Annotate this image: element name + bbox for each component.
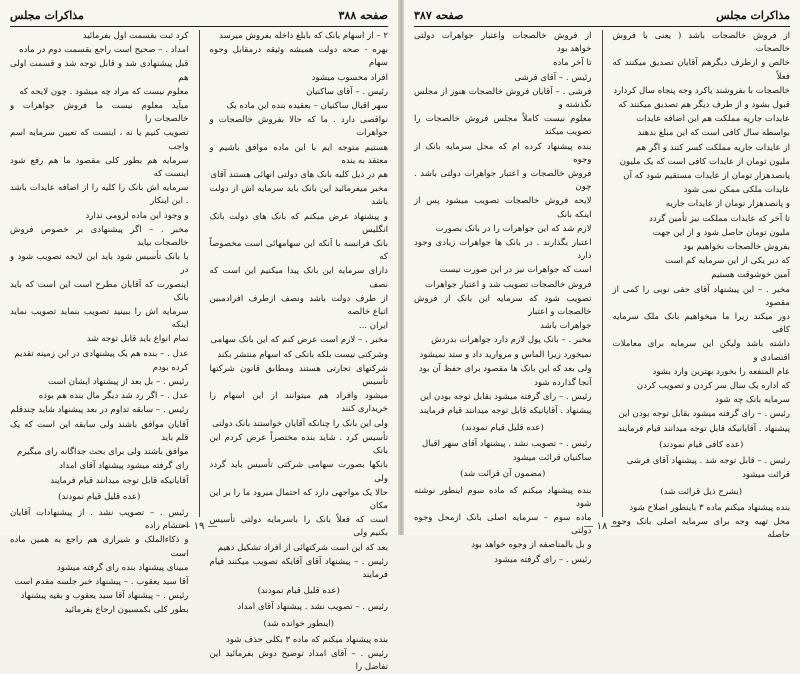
text-line: شرکتهای تجارتی هستند ومطابق قانون شرکتها تأسیس: [209, 363, 388, 388]
text-line: بنده پیشنهاد کرده ام که محل سرمایه بانک از وجوه: [414, 141, 592, 165]
text-line: پیشنهاد . آقایانیکه قابل توجه میدانند قیام فرمایند: [617, 423, 790, 434]
text-line: مبینای پیشنهاد بنده رای گرفته میشود: [56, 562, 189, 573]
text-line: ماده سوم – سرمایه اصلی بانک ازمحل وجوه دولتی: [414, 512, 592, 537]
text-line: خالص و ازطرف دیگرهم آقایان تصدیق میکنند که فعلاً: [612, 58, 790, 82]
left-column: [10, 30, 189, 616]
text-line: رئیس . – قابل توجه شد . پیشنهاد آقای فرشی: [626, 456, 790, 467]
text-line: و ذکاءالملک و شیرازی هم راجع به همین ماده است: [10, 535, 189, 559]
text-line: تا آخر که عایدات مملکت نیز تأمین گردد: [649, 213, 790, 224]
text-line: رای گرفته میشود پیشنهاد آقای امداد: [59, 461, 189, 472]
text-line: محل تهیه وجه برای سرمایه اصلی بانک وجوه حاصله: [612, 516, 790, 541]
text-line: رئیس . – پیشنهاد آقا سید یعقوب و بقیه پیشنهاد: [20, 591, 189, 602]
text-line: بنده پیشنهاد میکنم که ماده ۳ بکلی حذف شود: [226, 634, 388, 645]
text-line: آقایان موافق باشند ولی سابقه این است که یک قلم باید: [10, 419, 189, 443]
text-line: قرائت میشود: [742, 470, 790, 481]
text-line: تا آخر ماده: [553, 58, 592, 69]
text-line: رئیس . – آقای امداد توضیح دوش بفرمائید این تفاضل را: [209, 648, 388, 673]
text-line: رئیس . – رای گرفته میشود بقابل توجه بودن این: [618, 409, 790, 420]
journal-title: مذاکرات مجلس: [10, 8, 84, 22]
text-line: رئیس . – تصویب نشد . از پیشنهادات آقایان احتشام زاده: [10, 507, 189, 532]
text-line: ولی بعد که این بانک ها مقصود برای حفظ آن بود: [418, 363, 592, 374]
left-column: [414, 30, 592, 565]
text-line: معلوم نیست کاملاً مجلس فروش خالصجات را تصویب میکند: [414, 114, 592, 138]
text-line: رئیس . – رای گرفته میشود: [494, 554, 592, 565]
left-page: [0, 0, 398, 673]
text-line: رئیس . – تصویب نشد . پیشنهاد آقای سهر اقبال: [422, 438, 592, 449]
text-line: رئیس . – آقای فرشی: [514, 72, 592, 83]
text-line: بانک فرانسه با آنکه این سهامهائی است مخصوصاً که: [209, 239, 388, 263]
right-page: [404, 0, 800, 565]
text-line: بواسطه سال کافی است که این مبلغ بدهند: [637, 128, 790, 139]
text-line: رئیس . – سابقه تداوم در بعد پیشنهاد شاید چندقلم: [10, 405, 189, 416]
text-line: (عده کافی قیام نمودند): [659, 439, 744, 450]
right-column: [209, 30, 389, 673]
text-line: آمین خوشوقت هستیم: [711, 270, 790, 281]
text-line: (مضمون آن قرائت شد): [460, 469, 546, 480]
text-line: آنجا گذارده شود: [534, 378, 592, 389]
journal-title: مذاکرات مجلس: [716, 8, 790, 22]
text-line: تمام انواع باید قابل توجه شد: [86, 334, 189, 345]
header-rule: [414, 26, 790, 27]
page-number: صفحه ۳۸۷: [414, 8, 464, 22]
text-line: وشرکتی نیست بلکه بانکی که اسهام منتشر بکند: [217, 349, 388, 360]
text-line: بنده پیشنهاد میکنم ماده ۳ باینطور اصلاح شود: [629, 502, 790, 513]
text-line: (عده قلیل قیام نمودند): [461, 422, 544, 433]
page-header: [10, 6, 388, 24]
text-line: بفروش خالصجات نخواهیم بود: [683, 242, 790, 253]
text-line: مخبر . – بانک پول لازم دارد جواهرات بدردش: [431, 335, 592, 346]
text-line: نواقصی دارد . ما که حالا بفروش خالصجات و جواهرات: [209, 115, 388, 139]
text-line: سرمایه اش بانک را کلیه را از اضافه عایدات باشد . این اینکار: [10, 183, 189, 207]
text-line: عایدات ملکی ممکن نمی شود: [683, 185, 790, 196]
text-line: داشته باشد ولیکن این سرمایه برای معاملات اقتصادی و: [612, 339, 790, 363]
text-line: میشود وافراد هم میتوانند از این اسهام را خریداری کنند: [209, 391, 388, 415]
text-line: عام المنفعه را بخورد بهترین وارد بشود: [652, 366, 790, 377]
text-line: جواهرات باشد: [540, 321, 592, 332]
text-line: عایدات جاریه مملکت هم این اضافه عایدات: [636, 114, 790, 125]
text-line: رئیس . – تصویب نشد . پیشنهاد آقای امداد: [237, 602, 388, 613]
text-line: نمیخورد زیرا الماس و مروارید داد و ستد نمیشود: [419, 349, 592, 360]
text-line: مخبر . – لازم است عرض کنم که این بانک سهامی: [210, 335, 388, 346]
text-line: ولی این بانک را چنانکه آقایان خواستند بانک دولتی: [212, 418, 388, 429]
text-line: قبول بشود و از طرف دیگر هم تصدیق میکنند که: [618, 100, 790, 111]
text-line: آقا سید یعقوب . – پیشنهاد خبر جلسه مقدم است: [14, 576, 189, 587]
text-line: سهر اقبال ساکنیان – بعقیده بنده این ماده یک: [226, 101, 388, 112]
text-line: ایران ...: [358, 321, 388, 332]
text-line: (اینطور خوانده شد): [263, 618, 334, 629]
text-line: و وجود این ماده لزومی ندارد: [85, 210, 189, 221]
text-line: تأسیس کرد . شاید بنده مختصراً عرض کردم این بانک: [209, 432, 388, 457]
text-line: خالصجات با بفروشند یاکرد وجه پنجاه سال کردارد: [613, 85, 790, 96]
text-line: امداد . – صحیح است راجع بقسمت دوم در ماده: [19, 45, 189, 56]
text-line: قبل پیشنهادی شد و قابل توجه شد و قسمت اولی هم: [10, 59, 189, 83]
text-line: لازم شد که این جواهرات را در بانک بصورت: [435, 223, 592, 234]
text-line: و پیشنهاد عرض میکنم که بانک های دولت بانک انگلیس: [209, 211, 388, 235]
text-line: بانکها بصورت سهامی شرکتی تأسیس باید گردد ولی: [209, 460, 388, 484]
text-line: که دیر یکی از این سرمایه کم است: [665, 256, 790, 267]
text-line: بعد که این است شرکتهائی از افراد تشکیل دهیم: [217, 542, 388, 553]
text-line: تصویب شود که سرمایه این بانک از فروش خالصجات و اعتبار: [414, 293, 592, 318]
text-line: عدل . – بنده هم یک پیشنهادی در این زمینه تقدیم: [14, 348, 189, 359]
text-line: مخبر میفرمائید این بانک باید سرمایه اش از دولت باشد: [209, 184, 388, 208]
text-line: (عده قلیل قیام نمودند): [58, 491, 141, 502]
text-line: معلوم نیست که مراد چه میشود . چون لایحه که: [19, 86, 189, 97]
text-line: موافق باشند ولی برای بحث جداگانه رای میگیرم: [17, 447, 189, 458]
text-line: از فروش خالصجات باشد ( یعنی با فروش خالصجات: [612, 31, 790, 55]
text-line: که اداره یک سال سر کردن و تصویب کردن: [636, 381, 790, 392]
text-line: مخبر . – این پیشنهاد آقای حقی نوبی را کمی از مقصود: [612, 284, 790, 308]
text-line: کرده بودم: [152, 362, 189, 373]
text-line: ملیون تومان از عایدات کافی است که یک ملیون: [619, 156, 790, 167]
text-line: افراد محسوب میشود: [311, 72, 388, 83]
text-line: فروش خالصجات و اعتبار جواهرات دولتی باشد . چون: [414, 169, 592, 193]
text-line: (بشرح ذیل قرائت شد): [660, 486, 743, 497]
text-line: تصویب کنیم یا نه ، اینست که تعیین سرمایه اسم واجب: [10, 128, 189, 152]
page-number: صفحه ۳۸۸: [338, 8, 388, 22]
text-line: فروش خالصجات تصویب شد و اعتبار جواهرات: [425, 279, 592, 290]
text-line: آقایانیکه قابل توجه میدانند قیام فرمایند: [50, 475, 189, 486]
text-line: سرمایه اش را ببینید تصویب بنماید تصویب نماید اینکه: [10, 307, 189, 331]
text-line: لایحه فروش خالصجات تصویب میشود پس از اینکه بانک: [414, 196, 592, 220]
text-line: از طرف دولت باشد ونصف ازطرف افرادمبین اتباع خالصه: [209, 293, 388, 318]
text-line: هم در ذیل کلیه بانک های دولتی انهائی هستند آقای: [210, 170, 388, 181]
text-line: مخبر . – اگر پیشنهادی بر خصوص فروش خالصجات بیاید: [10, 224, 189, 249]
text-line: رئیس . – بل بعد از پیشنهاد ایشان است: [47, 377, 189, 388]
text-line: و بل بالمناصفه از وجوه خواهد بود: [471, 540, 592, 551]
text-line: پانصدهزار تومان از عایدات مستقیم شود که آن: [623, 171, 790, 182]
text-line: است که جواهرات نیز در این صورت نیست: [439, 265, 592, 276]
text-line: با بانک تأسیس شود باید این لایحه تصویب شود و در: [10, 252, 189, 276]
text-line: هستیم متوجه ایم با این ماده موافق باشیم و معتقد به بنده: [209, 142, 388, 166]
text-line: ساکنیان قرائت میشود: [512, 453, 592, 464]
text-line: از فروش خالصجات واعتبار جواهرات دولتی خواهد بود: [414, 31, 592, 55]
text-line: رئیس . – رای گرفته میشود بقابل توجه بودن این: [419, 392, 592, 403]
page-footer: — ۱۸ —: [583, 521, 621, 532]
text-line: پیشنهاد . آقایانیکه قابل توجه میدانند قیام فرمایند: [419, 406, 592, 417]
text-line: است که فعلاً بانک را باسرمایه دولتی تأسیس بکنیم ولی: [209, 515, 388, 539]
text-line: دور میکند زیرا ما میخواهیم بانک ملک سرمایه کافی: [612, 312, 790, 336]
text-line: عدل . – اگر رد شد دیگر مال بنده هم بوده: [38, 391, 189, 402]
text-line: میآید معلوم نیست ما فروش جواهرات و خالصجات را: [10, 101, 189, 125]
text-line: رئیس . – پیشنهاد آقای آقایکه تصویب میکنند قیام فرمایند: [209, 556, 388, 580]
column-divider: [602, 30, 603, 517]
text-line: ملیون تومان حاصل شود و از این جهت: [652, 227, 790, 238]
column-divider: [199, 30, 200, 517]
page-header: [414, 6, 790, 24]
page-footer: — ۱۹ —: [180, 521, 218, 532]
text-line: اینصورت که آقایان مطرح است این است که باید بانک: [10, 279, 189, 303]
text-line: از عایدات جاریه مملکت کسر کنند و اگر هم: [635, 142, 790, 153]
text-line: دارای سرمایه این بانک پیدا میکنیم این است که نصف: [209, 266, 388, 290]
text-line: بهره - صحه دولت همیشه وثیقه درمقابل وجوه سهام: [209, 45, 388, 69]
text-line: بطور کلی بکمسیون ارجاع بفرمائید: [64, 605, 189, 616]
text-line: ۲ – از اسهام بانک که بابلغ داخله بفروش میرسد: [219, 31, 388, 41]
text-line: (عده قلیل قیام نمودند): [257, 586, 340, 597]
text-line: فرشی . – آقایان فروش خالصجات هنوز از مجلس نگذشته و: [414, 86, 592, 111]
text-line: اعتبار بگذارند . در بانک ها جواهرات زیادی وجود دارد: [414, 238, 592, 262]
header-rule: [10, 26, 388, 27]
text-line: و پانصدهزار تومان از عایدات جاریه: [665, 199, 790, 210]
text-line: حالا یک مواجهی دارد که احتمال میرود ما را بر این مکان: [209, 487, 388, 511]
text-line: کرد ثبت بقسمت اول بفرمائید: [82, 31, 189, 41]
text-line: رئیس . – آقای ساکنیان: [306, 86, 388, 97]
right-column: [612, 30, 791, 541]
text-line: سرمایه هم بطور کلی مقصود ما هم رفع شود اینست که: [10, 155, 189, 180]
text-line: سرمایه بانک چه شود: [715, 395, 790, 406]
text-line: بنده پیشنهاد میکنم که ماده سوم اینطور نوشته شود: [414, 485, 592, 509]
